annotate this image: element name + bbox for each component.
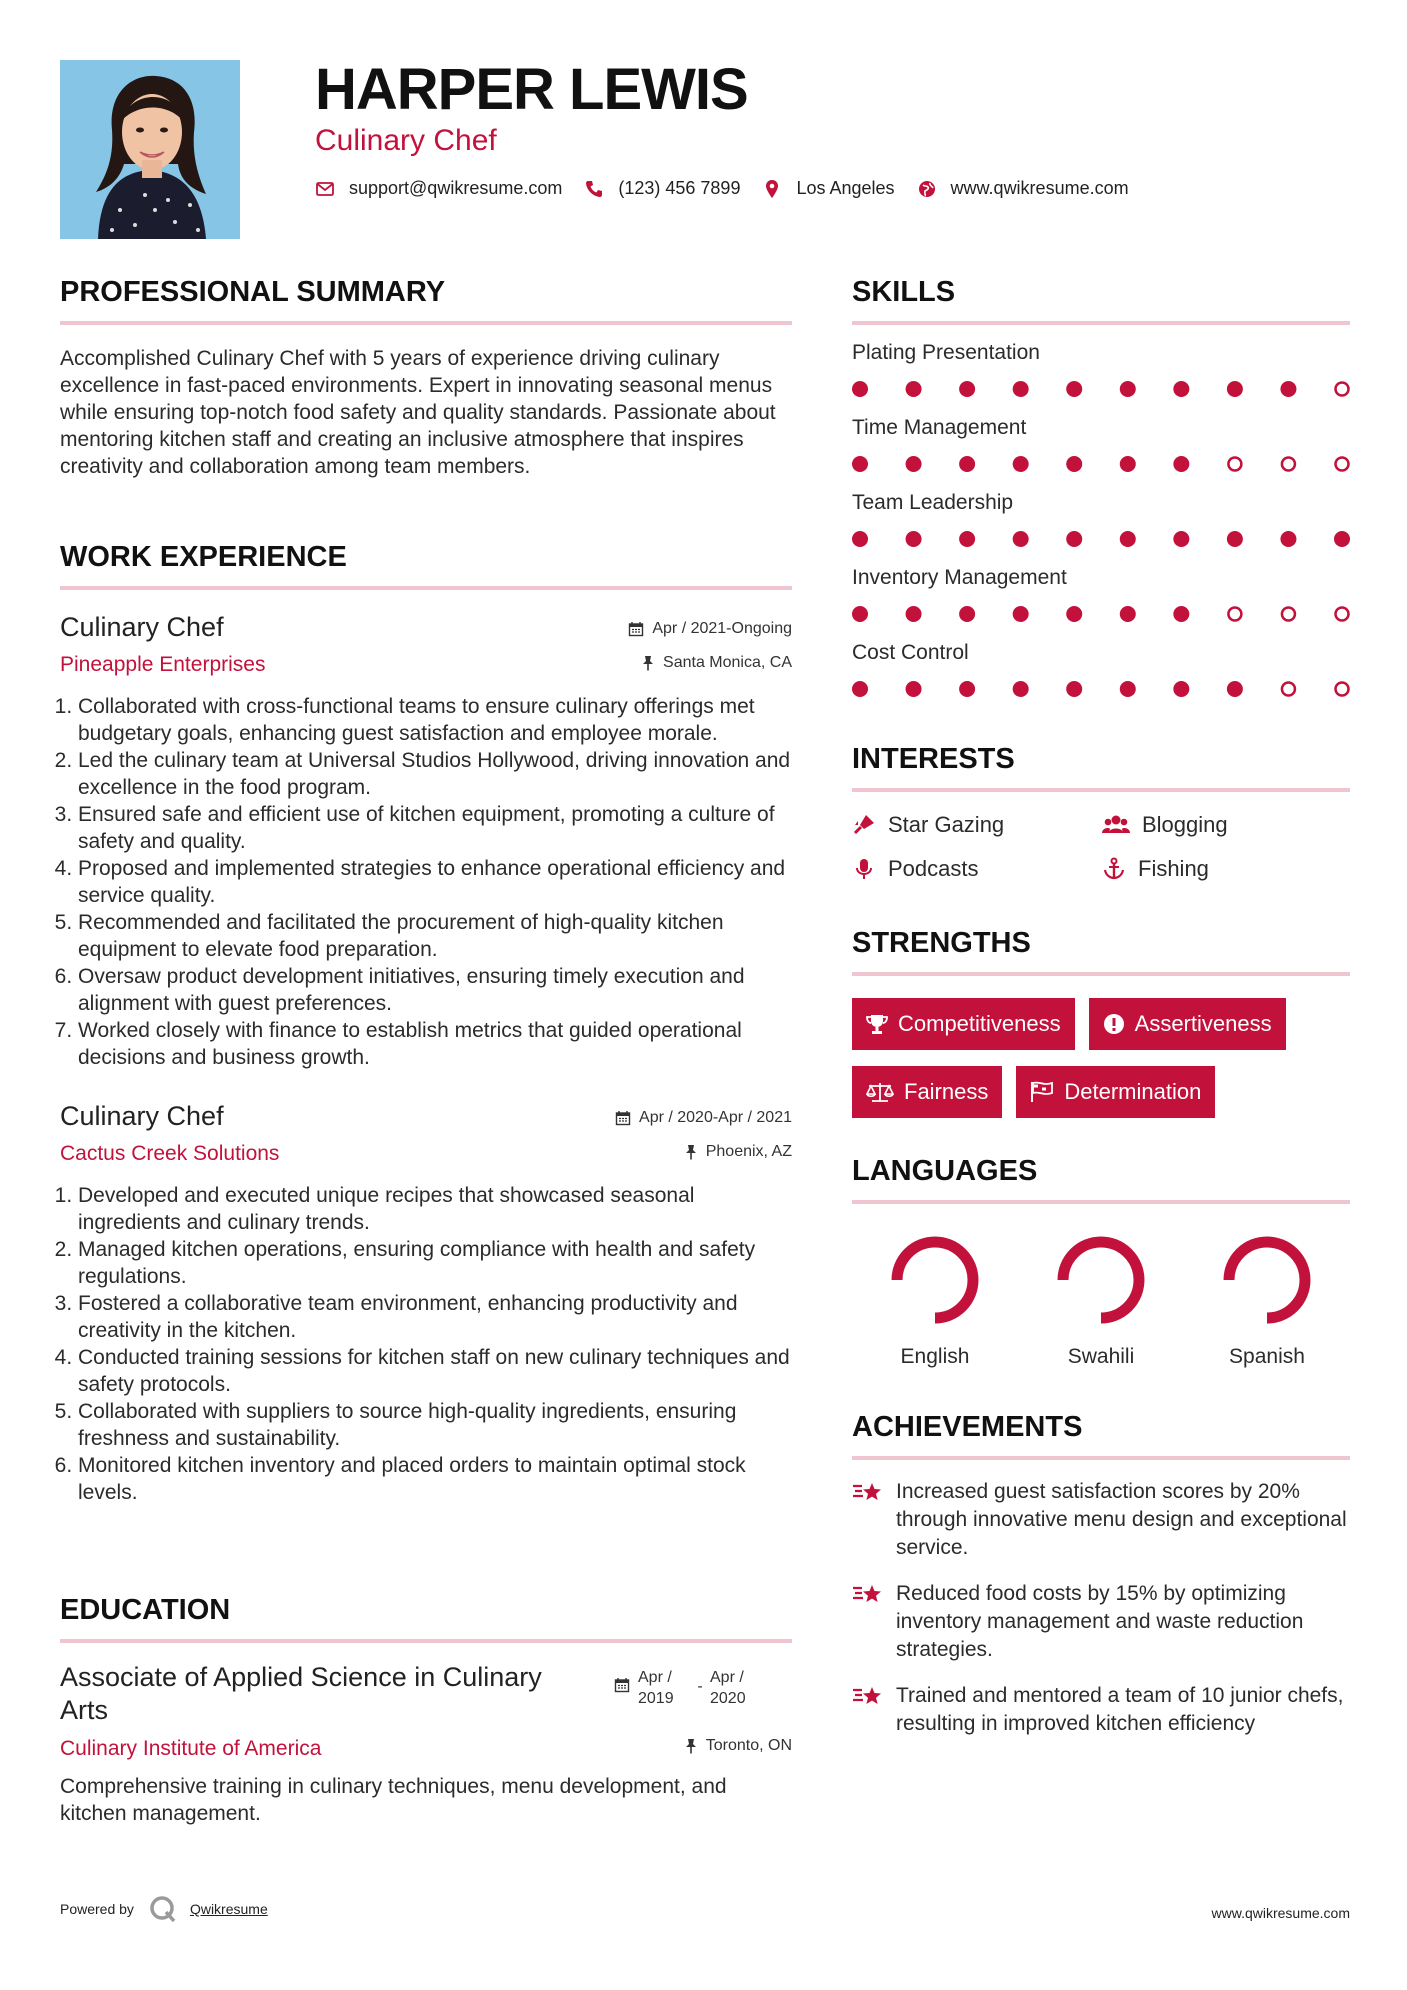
candidate-title: Culinary Chef — [315, 124, 497, 157]
duty-item: 3. Fostered a collaborative team environment, enhancing productivity and creativity in the kitchen. — [78, 1290, 792, 1344]
strength-badge — [852, 998, 1075, 1050]
skill-dot-filled — [852, 381, 868, 397]
skill-rating — [852, 679, 1350, 699]
skill-dot-empty — [1336, 458, 1349, 471]
duty-item: 5. Collaborated with suppliers to source high-quality ingredients, ensuring freshness and sustainability. — [78, 1398, 792, 1452]
footer-website[interactable]: www.qwikresume.com — [1211, 1905, 1350, 1921]
skill-dot-filled — [959, 681, 975, 697]
languages-list — [852, 1230, 1350, 1369]
skill-dot-filled — [1013, 531, 1029, 547]
skill-name: Plating Presentation — [852, 341, 1040, 364]
skill-dot-filled — [1173, 681, 1189, 697]
skill-dot-filled — [1227, 381, 1243, 397]
candidate-name: HARPER LEWIS — [315, 57, 748, 122]
language-item — [1184, 1230, 1350, 1369]
language-item — [852, 1230, 1018, 1369]
education-dates: Apr / 2019 - Apr / 2020 — [614, 1667, 762, 1709]
skill-dot-filled — [906, 531, 922, 547]
strengths-heading: STRENGTHS — [852, 927, 1350, 976]
skill-dot-filled — [1066, 381, 1082, 397]
skill-row — [852, 566, 1350, 641]
achievement-item — [852, 1478, 1350, 1562]
skill-row — [852, 341, 1350, 416]
language-name: English — [900, 1345, 970, 1368]
job-location-text: Santa Monica, CA — [663, 654, 792, 671]
strength-label: Competitiveness — [898, 1011, 1061, 1036]
skill-dot-filled — [1173, 456, 1189, 472]
school-name: Culinary Institute of America — [60, 1737, 322, 1760]
strength-label: Fairness — [904, 1079, 989, 1104]
skill-dot-filled — [1013, 681, 1029, 697]
education-section — [60, 1594, 792, 1827]
duty-item: 5. Recommended and facilitated the procurement of high-quality kitchen equipment to elevate food preparation. — [78, 909, 792, 963]
skill-dot-empty — [1282, 608, 1295, 621]
interest-label: Podcasts — [888, 856, 979, 881]
job-location-text: Phoenix, AZ — [705, 1143, 792, 1160]
skill-dot-filled — [1173, 606, 1189, 622]
shooting-star-icon — [852, 1480, 884, 1506]
brand-link[interactable]: Qwikresume — [189, 1901, 268, 1917]
job-company: Cactus Creek Solutions — [60, 1142, 280, 1165]
skill-dot-filled — [959, 606, 975, 622]
footer-powered-by — [60, 1894, 268, 1924]
shooting-star-icon — [852, 1582, 884, 1608]
skill-dot-filled — [959, 381, 975, 397]
strength-badge — [852, 1066, 1002, 1118]
interests-heading: INTERESTS — [852, 743, 1350, 792]
achievement-text: Increased guest satisfaction scores by 20% through innovative menu design and exceptional service. — [896, 1480, 1347, 1559]
pin-icon — [641, 655, 655, 671]
interest-label: Blogging — [1142, 812, 1228, 837]
strength-badge — [1016, 1066, 1215, 1118]
skill-name: Time Management — [852, 416, 1027, 439]
pin-icon — [684, 1738, 698, 1754]
job-entry — [60, 612, 792, 1071]
education-start: Apr / 2019 — [638, 1669, 674, 1707]
skill-dot-filled — [852, 681, 868, 697]
degree-title: Associate of Applied Science in Culinary Arts — [60, 1662, 542, 1725]
languages-heading: LANGUAGES — [852, 1155, 1350, 1204]
skills-section — [852, 276, 1350, 716]
skill-dot-filled — [906, 681, 922, 697]
skill-dot-empty — [1282, 458, 1295, 471]
education-description: Comprehensive training in culinary techniques, menu development, and kitchen management. — [60, 1775, 727, 1825]
skills-list — [852, 341, 1350, 716]
job-title: Culinary Chef — [60, 612, 224, 642]
contact-website[interactable]: www.qwikresume.com — [950, 178, 1129, 198]
skill-dot-filled — [906, 381, 922, 397]
experience-heading: WORK EXPERIENCE — [60, 541, 792, 590]
skill-dot-filled — [1120, 606, 1136, 622]
interest-item — [1102, 856, 1352, 882]
interest-item — [1102, 812, 1352, 838]
education-location — [684, 1737, 792, 1755]
skill-dot-filled — [1280, 381, 1296, 397]
calendar-icon — [615, 1110, 631, 1126]
skill-dot-filled — [1013, 381, 1029, 397]
skill-dot-filled — [1120, 681, 1136, 697]
skill-dot-filled — [959, 531, 975, 547]
interest-label: Star Gazing — [888, 812, 1005, 837]
education-heading: EDUCATION — [60, 1594, 792, 1643]
duty-item: 2. Led the culinary team at Universal Studios Hollywood, driving innovation and excellence in the food program. — [78, 747, 792, 801]
strength-label: Determination — [1064, 1079, 1202, 1104]
duty-item: 3. Ensured safe and efficient use of kitchen equipment, promoting a culture of safety and quality. — [78, 801, 792, 855]
achievement-item — [852, 1682, 1350, 1738]
skill-name: Inventory Management — [852, 566, 1067, 589]
skill-dot-filled — [1066, 456, 1082, 472]
strength-label: Assertiveness — [1134, 1011, 1272, 1036]
skill-row — [852, 491, 1350, 566]
strengths-section — [852, 927, 1350, 1118]
language-proficiency-arc — [1229, 1242, 1305, 1318]
skill-rating — [852, 529, 1350, 549]
anchor-icon — [1102, 857, 1126, 881]
shooting-star-icon — [852, 1684, 884, 1710]
skill-dot-filled — [1120, 456, 1136, 472]
calendar-icon — [614, 1677, 630, 1693]
skill-dot-empty — [1282, 683, 1295, 696]
achievements-list — [852, 1478, 1350, 1738]
skill-dot-filled — [1066, 531, 1082, 547]
duty-item: 6. Oversaw product development initiatives, ensuring timely execution and alignment with guest preferences. — [78, 963, 792, 1017]
powered-by-label: Powered by — [60, 1901, 134, 1917]
users-icon — [1102, 813, 1130, 837]
job-dates-text: Apr / 2021-Ongoing — [652, 620, 792, 637]
skill-row — [852, 641, 1350, 716]
calendar-icon — [628, 621, 644, 637]
pin-icon — [684, 1144, 698, 1160]
job-title: Culinary Chef — [60, 1101, 224, 1131]
duty-item: 4. Conducted training sessions for kitchen staff on new culinary techniques and safety protocols. — [78, 1344, 792, 1398]
duty-item: 1. Collaborated with cross-functional teams to ensure culinary offerings met budgetary goals, enhancing guest satisfaction and employee morale. — [78, 693, 792, 747]
job-company: Pineapple Enterprises — [60, 653, 266, 676]
skill-dot-filled — [1334, 531, 1350, 547]
skill-dot-filled — [852, 531, 868, 547]
interests-list — [852, 812, 1350, 882]
language-name: Spanish — [1229, 1345, 1305, 1368]
skill-rating — [852, 379, 1350, 399]
education-end: Apr / 2020 — [710, 1669, 746, 1707]
skill-dot-filled — [1066, 606, 1082, 622]
job-entry — [60, 1101, 792, 1506]
achievement-text: Trained and mentored a team of 10 junior chefs, resulting in improved kitchen efficiency — [896, 1684, 1344, 1735]
skill-dot-filled — [1120, 381, 1136, 397]
skill-dot-empty — [1228, 608, 1241, 621]
duty-item: 2. Managed kitchen operations, ensuring compliance with health and safety regulations. — [78, 1236, 792, 1290]
duty-item: 1. Developed and executed unique recipes that showcased seasonal ingredients and culinary trends. — [78, 1182, 792, 1236]
language-name: Swahili — [1067, 1345, 1135, 1368]
duty-item: 6. Monitored kitchen inventory and placed orders to maintain optimal stock levels. — [78, 1452, 792, 1506]
skill-dot-filled — [852, 606, 868, 622]
balance-scale-icon — [866, 1081, 894, 1103]
rocket-icon — [852, 813, 876, 837]
skill-row — [852, 416, 1350, 491]
job-location — [684, 1143, 792, 1161]
duty-item: 4. Proposed and implemented strategies to enhance operational efficiency and service quality. — [78, 855, 792, 909]
phone-icon — [584, 179, 604, 199]
summary-section — [60, 276, 792, 480]
education-entry — [60, 1661, 792, 1827]
skill-dot-filled — [1173, 381, 1189, 397]
duty-item: 7. Worked closely with finance to establish metrics that guided operational decisions and business growth. — [78, 1017, 792, 1071]
skill-name: Cost Control — [852, 641, 969, 664]
strengths-list — [852, 998, 1350, 1118]
language-proficiency-arc — [897, 1242, 973, 1318]
interest-label: Fishing — [1138, 856, 1209, 881]
skill-dot-filled — [906, 606, 922, 622]
skill-rating — [852, 604, 1350, 624]
strength-badge — [1089, 998, 1286, 1050]
language-proficiency-ring — [1051, 1230, 1151, 1330]
skill-dot-filled — [1227, 681, 1243, 697]
language-proficiency-ring — [1217, 1230, 1317, 1330]
job-duties — [60, 693, 792, 1071]
achievement-text: Reduced food costs by 15% by optimizing inventory management and waste reduction strategies. — [896, 1582, 1304, 1661]
skills-heading: SKILLS — [852, 276, 1350, 325]
summary-heading: PROFESSIONAL SUMMARY — [60, 276, 792, 325]
qwikresume-logo-icon — [148, 1894, 178, 1924]
experience-section — [60, 541, 792, 1506]
job-dates-text: Apr / 2020-Apr / 2021 — [639, 1109, 792, 1126]
skill-dot-filled — [1013, 456, 1029, 472]
skill-dot-filled — [1280, 531, 1296, 547]
education-location-text: Toronto, ON — [705, 1737, 792, 1754]
interest-item — [852, 812, 1102, 838]
job-location — [641, 654, 792, 672]
skill-dot-empty — [1336, 608, 1349, 621]
trophy-icon — [866, 1013, 888, 1035]
skill-dot-filled — [906, 456, 922, 472]
language-item — [1018, 1230, 1184, 1369]
achievements-heading: ACHIEVEMENTS — [852, 1411, 1350, 1460]
skill-dot-filled — [1066, 681, 1082, 697]
skill-dot-filled — [959, 456, 975, 472]
microphone-icon — [852, 857, 876, 881]
job-duties — [60, 1182, 792, 1506]
summary-text: Accomplished Culinary Chef with 5 years of experience driving culinary excellence in fast-paced environments. Expert in innovating seasonal menus while ensuring top-notch food safety and quality standards. Passionate about mentoring kitchen staff and creating an inclusive atmosphere that inspires creativity and collaboration among team members. — [60, 347, 776, 478]
language-proficiency-ring — [885, 1230, 985, 1330]
interests-section — [852, 743, 1350, 882]
map-marker-icon — [762, 179, 782, 199]
globe-icon — [917, 179, 937, 199]
contact-location: Los Angeles — [796, 178, 895, 198]
skill-dot-empty — [1336, 383, 1349, 396]
envelope-icon — [315, 179, 335, 199]
profile-photo — [60, 60, 240, 239]
exclamation-icon — [1103, 1013, 1125, 1035]
job-dates — [628, 620, 792, 638]
skill-dot-filled — [1013, 606, 1029, 622]
contact-bar — [315, 178, 1151, 199]
achievement-item — [852, 1580, 1350, 1664]
language-proficiency-arc — [1063, 1242, 1139, 1318]
skill-rating — [852, 454, 1350, 474]
languages-section — [852, 1155, 1350, 1369]
flag-icon — [1030, 1081, 1054, 1103]
achievements-section — [852, 1411, 1350, 1738]
interest-item — [852, 856, 1102, 882]
skill-dot-filled — [1227, 531, 1243, 547]
job-dates — [615, 1109, 792, 1127]
skill-dot-filled — [1173, 531, 1189, 547]
skill-dot-filled — [1120, 531, 1136, 547]
skill-dot-filled — [852, 456, 868, 472]
skill-dot-empty — [1228, 458, 1241, 471]
skill-dot-empty — [1336, 683, 1349, 696]
contact-phone[interactable]: (123) 456 7899 — [618, 178, 741, 198]
contact-email[interactable]: support@qwikresume.com — [349, 178, 563, 198]
skill-name: Team Leadership — [852, 491, 1014, 514]
